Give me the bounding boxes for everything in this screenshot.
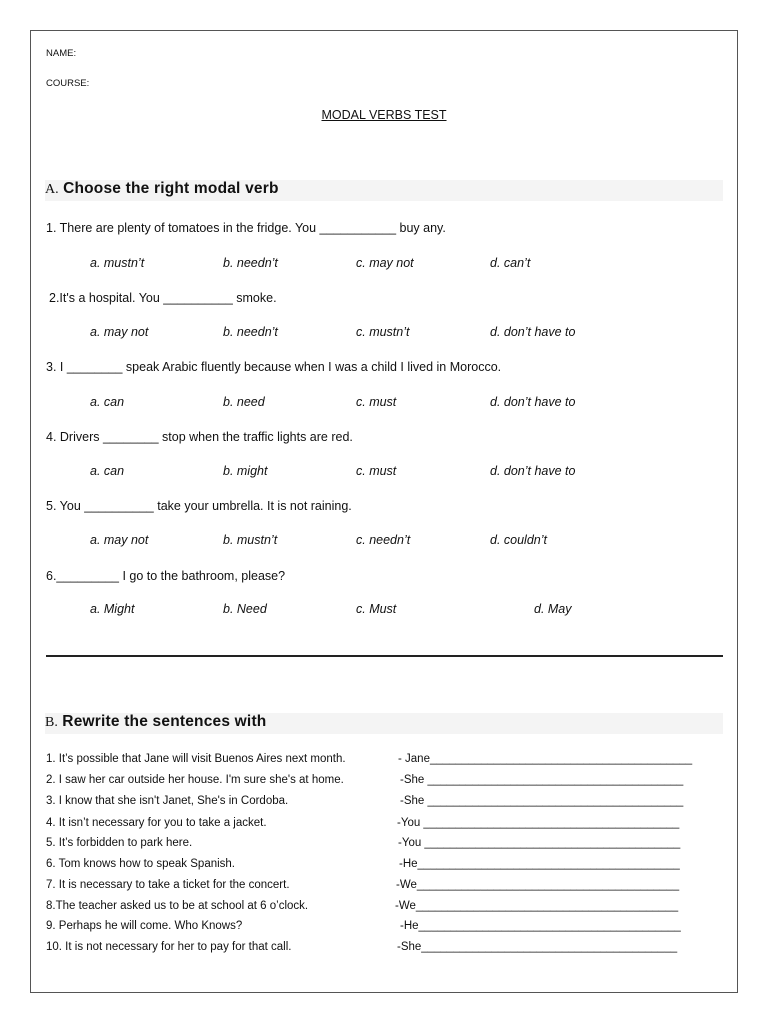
q1-option-a: a. mustn’t	[90, 256, 145, 270]
rewrite-sentence-2: 2. I saw her car outside her house. I'm sure she's at home.	[46, 774, 344, 786]
q6-option-d: d. May	[534, 602, 572, 616]
section-b-letter: B.	[45, 715, 58, 730]
section-a-heading: Choose the right modal verb	[63, 180, 279, 197]
question-4: 4. Drivers ________ stop when the traffic lights are red.	[46, 430, 353, 444]
question-3: 3. I ________ speak Arabic fluently because when I was a child I lived in Morocco.	[46, 360, 502, 374]
q3-option-a: a. can	[90, 395, 125, 409]
q2-option-a: a. may not	[90, 325, 149, 339]
rewrite-sentence-3: 3. I know that she isn't Janet, She's in Cordoba.	[46, 795, 289, 807]
question-6: 6._________ I go to the bathroom, please?	[46, 569, 286, 583]
rewrite-prompt-2: -She ________________________________________	[400, 774, 684, 786]
q2-option-b: b. needn’t	[223, 325, 278, 339]
rewrite-prompt-8: -We_________________________________________	[395, 900, 679, 912]
rewrite-prompt-9: -He_________________________________________	[400, 920, 681, 932]
rewrite-sentence-9: 9. Perhaps he will come. Who Knows?	[46, 920, 243, 932]
rewrite-prompt-7: -We_________________________________________	[396, 879, 680, 891]
rewrite-prompt-4: -You ________________________________________	[397, 817, 680, 829]
q5-option-b: b. mustn’t	[223, 533, 278, 547]
q3-option-c: c. must	[356, 395, 397, 409]
q4-option-d: d. don’t have to	[490, 464, 576, 478]
q3-option-b: b. need	[223, 395, 265, 409]
rewrite-prompt-5: -You ________________________________________	[398, 837, 681, 849]
section-b-header	[45, 713, 723, 734]
rewrite-sentence-4: 4. It isn’t necessary for you to take a jacket.	[46, 817, 267, 829]
q1-option-b: b. needn’t	[223, 256, 278, 270]
rewrite-sentence-10: 10. It is not necessary for her to pay for that call.	[46, 941, 292, 953]
q6-option-a: a. Might	[90, 602, 135, 616]
course-label: COURSE:	[46, 78, 90, 89]
question-1: 1. There are plenty of tomatoes in the fridge. You ___________ buy any.	[46, 221, 446, 235]
q4-option-c: c. must	[356, 464, 397, 478]
q6-option-c: c. Must	[356, 602, 397, 616]
rewrite-prompt-6: -He_________________________________________	[399, 858, 680, 870]
q5-option-d: d. couldn’t	[490, 533, 547, 547]
worksheet-page	[30, 30, 738, 993]
q4-option-a: a. can	[90, 464, 125, 478]
section-b-heading: Rewrite the sentences with	[62, 713, 267, 730]
rewrite-sentence-7: 7. It is necessary to take a ticket for the concert.	[46, 879, 290, 891]
rewrite-prompt-3: -She ________________________________________	[400, 795, 684, 807]
question-2: 2.It's a hospital. You __________ smoke.	[49, 291, 277, 305]
question-5: 5. You __________ take your umbrella. It is not raining.	[46, 499, 352, 513]
rewrite-sentence-1: 1. It’s possible that Jane will visit Buenos Aires next month.	[46, 753, 346, 765]
section-divider	[46, 655, 723, 657]
rewrite-prompt-10: -She________________________________________	[397, 941, 678, 953]
rewrite-prompt-1: - Jane_________________________________________	[398, 753, 693, 765]
q4-option-b: b. might	[223, 464, 268, 478]
rewrite-sentence-8: 8.The teacher asked us to be at school at 6 o’clock.	[46, 900, 309, 912]
q5-option-a: a. may not	[90, 533, 149, 547]
q1-option-c: c. may not	[356, 256, 414, 270]
q2-option-d: d. don’t have to	[490, 325, 576, 339]
rewrite-sentence-5: 5. It’s forbidden to park here.	[46, 837, 193, 849]
test-title: MODAL VERBS TEST	[321, 108, 447, 122]
name-label: NAME:	[46, 48, 77, 59]
q5-option-c: c. needn’t	[356, 533, 411, 547]
rewrite-sentence-6: 6. Tom knows how to speak Spanish.	[46, 858, 236, 870]
section-a-header	[45, 180, 723, 201]
q2-option-c: c. mustn’t	[356, 325, 410, 339]
q1-option-d: d. can’t	[490, 256, 531, 270]
section-a-letter: A.	[45, 182, 59, 197]
q3-option-d: d. don’t have to	[490, 395, 576, 409]
q6-option-b: b. Need	[223, 602, 267, 616]
